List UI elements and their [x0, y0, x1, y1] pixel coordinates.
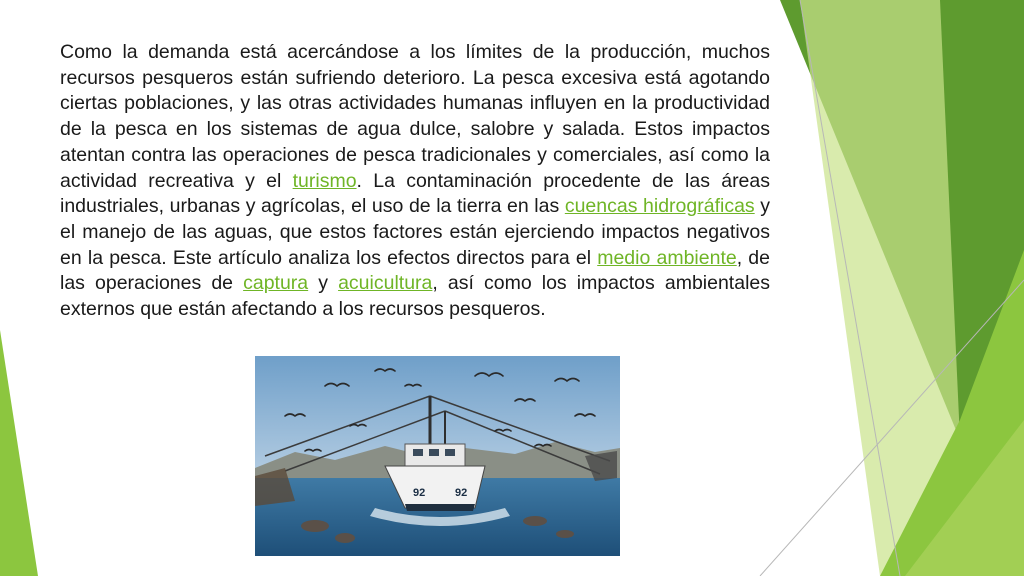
link-cuencas-hidrograficas[interactable]: cuencas hidrográficas	[564, 195, 755, 218]
link-turismo[interactable]: turismo	[292, 169, 357, 192]
fishing-boat-illustration	[255, 356, 620, 556]
fishing-boat-photo	[255, 356, 620, 556]
paragraph-text-5: y	[308, 272, 339, 295]
link-medio-ambiente[interactable]: medio ambiente	[597, 246, 737, 269]
paragraph-text-3: y el manejo de las aguas, que estos factores están ejerciendo impactos negativos en la pesca. Este artículo analiza los efectos directos para el	[60, 195, 771, 269]
paragraph-text-6: , así como los impactos ambientales externos que están afectando a los recursos pesqueros.	[60, 272, 770, 321]
paragraph-text-1: Como la demanda está acercándose a los límites de la producción, muchos recursos pesqueros están sufriendo deterioro. La pesca excesiva está agotando ciertas poblaciones, y las otras actividades humanas influyen en la productividad de la pesca en los sistemas de agua dulce, salobre y salada. Estos impactos atentan contra las operaciones de pesca tradicionales y comerciales, así como la actividad recreativa y el	[60, 41, 770, 192]
boat-number-left: 92	[413, 487, 426, 499]
paragraph-text-4: , de las operaciones de	[60, 246, 770, 295]
slide-paragraph	[60, 40, 770, 323]
link-acuicultura[interactable]: acuicultura	[338, 272, 433, 295]
paragraph-text-2: . La contaminación procedente de las áreas industriales, urbanas y agrícolas, el uso de la tierra en las	[60, 169, 771, 218]
boat-number-right: 92	[455, 487, 468, 499]
left-green-wedge	[0, 330, 38, 576]
link-captura[interactable]: captura	[243, 272, 309, 295]
